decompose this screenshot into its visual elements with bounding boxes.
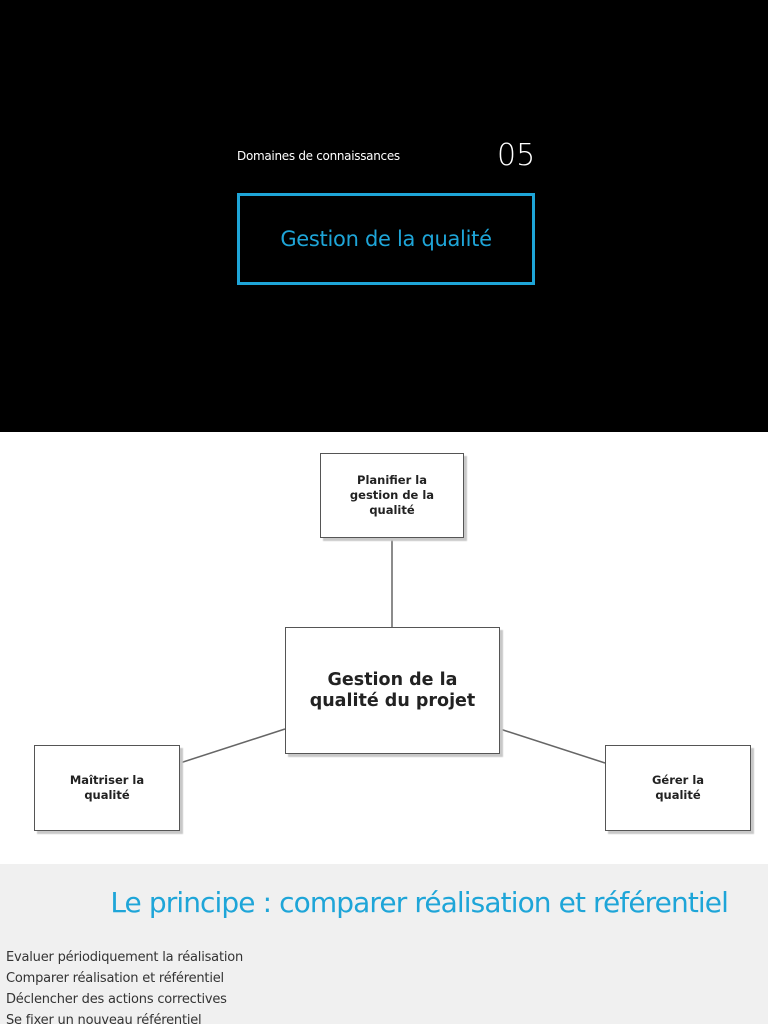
title-box [237, 193, 535, 285]
node-control-quality: Maîtriser la qualité [34, 745, 180, 831]
connector-right [500, 729, 605, 763]
node-quality-management: Gestion de la qualité du projet [285, 627, 500, 754]
node-plan-quality: Planifier la gestion de la qualité [320, 453, 464, 538]
section-label: Domaines de connaissances [237, 149, 400, 163]
principle-slide [0, 864, 768, 1028]
diagram-slide [0, 432, 768, 864]
list-item: Se fixer un nouveau référentiel [6, 1013, 202, 1028]
connector-left [180, 729, 285, 763]
node-manage-quality: Gérer la qualité [605, 745, 751, 831]
title-slide [0, 0, 768, 432]
list-item: Comparer réalisation et référentiel [6, 971, 224, 986]
list-item: Déclencher des actions correctives [6, 992, 227, 1007]
list-item: Evaluer périodiquement la réalisation [6, 950, 244, 965]
principle-title: Le principe : comparer réalisation et référentiel [110, 886, 728, 919]
principle-list [6, 947, 243, 1031]
section-number: 05 [497, 138, 536, 173]
slide-title-text: Gestion de la qualité [280, 227, 492, 251]
